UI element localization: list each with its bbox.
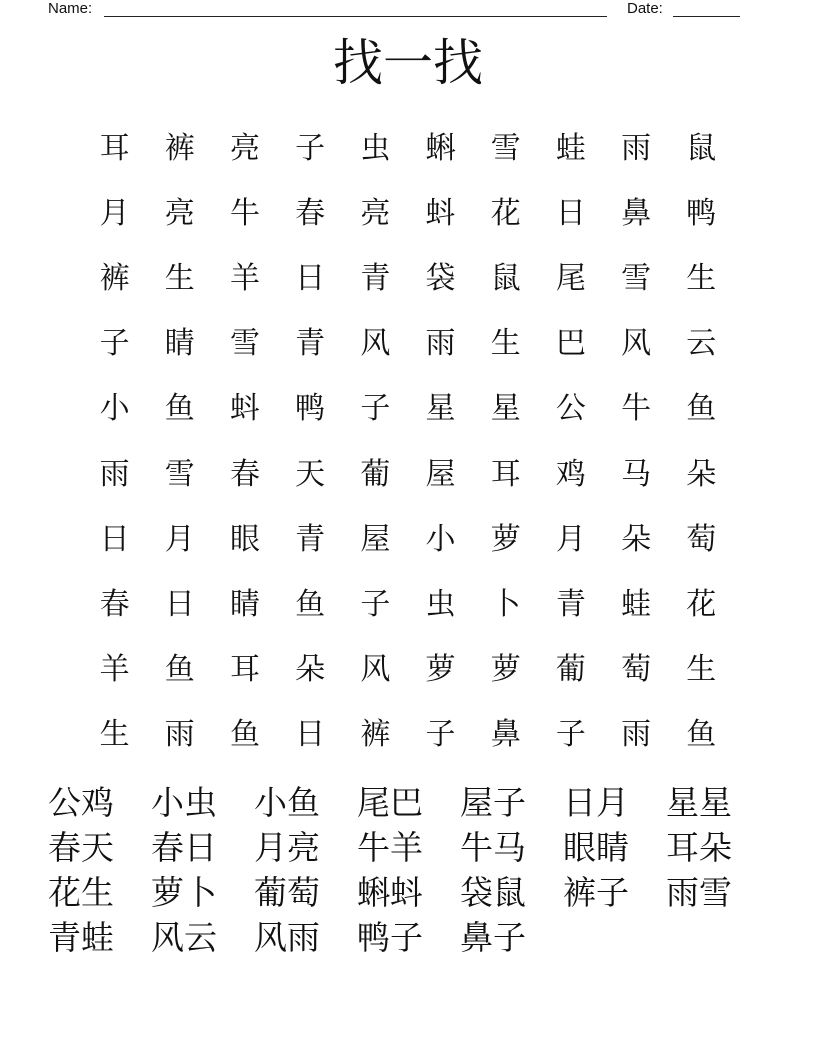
grid-cell[interactable]: 羊 — [99, 652, 130, 688]
grid-cell[interactable]: 朵 — [686, 456, 717, 492]
word-bank-item: 屋子 — [460, 783, 526, 822]
grid-cell[interactable]: 鼠 — [686, 130, 717, 166]
grid-cell[interactable]: 风 — [360, 326, 391, 362]
grid-cell[interactable]: 萄 — [621, 652, 652, 688]
word-bank-item: 小鱼 — [254, 783, 320, 822]
grid-cell[interactable]: 卜 — [490, 586, 521, 622]
word-bank-item: 鸭子 — [357, 918, 423, 957]
grid-cell[interactable]: 鱼 — [295, 586, 326, 622]
grid-cell[interactable]: 羊 — [229, 260, 260, 296]
grid-cell[interactable]: 生 — [686, 260, 717, 296]
grid-cell[interactable]: 雨 — [621, 717, 652, 753]
word-bank-item: 月亮 — [254, 828, 320, 867]
word-bank-item: 萝卜 — [151, 873, 217, 912]
grid-cell[interactable]: 鱼 — [686, 391, 717, 427]
date-field-line[interactable] — [673, 16, 740, 17]
grid-cell[interactable]: 雨 — [621, 130, 652, 166]
word-bank-item: 葡萄 — [254, 873, 320, 912]
grid-cell[interactable]: 鱼 — [229, 717, 260, 753]
grid-cell[interactable]: 月 — [164, 521, 195, 557]
grid-cell[interactable]: 蚪 — [229, 391, 260, 427]
word-bank-item: 裤子 — [563, 873, 629, 912]
grid-cell[interactable]: 鱼 — [164, 391, 195, 427]
grid-cell[interactable]: 青 — [555, 586, 586, 622]
grid-cell[interactable]: 雪 — [229, 326, 260, 362]
grid-cell[interactable]: 子 — [360, 586, 391, 622]
word-bank-item: 小虫 — [151, 783, 217, 822]
grid-cell[interactable]: 花 — [686, 586, 717, 622]
grid-cell[interactable]: 蚪 — [425, 195, 456, 231]
grid-cell[interactable]: 耳 — [490, 456, 521, 492]
grid-cell[interactable]: 日 — [555, 195, 586, 231]
grid-cell[interactable]: 朵 — [295, 652, 326, 688]
grid-cell[interactable]: 牛 — [229, 195, 260, 231]
grid-cell[interactable]: 雨 — [164, 717, 195, 753]
grid-cell[interactable]: 睛 — [229, 586, 260, 622]
word-bank-item: 蝌蚪 — [357, 873, 423, 912]
grid-cell[interactable]: 尾 — [555, 260, 586, 296]
grid-cell[interactable]: 萄 — [686, 521, 717, 557]
grid-cell[interactable]: 春 — [99, 586, 130, 622]
grid-cell[interactable]: 子 — [425, 717, 456, 753]
grid-cell[interactable]: 春 — [295, 195, 326, 231]
grid-cell[interactable]: 星 — [490, 391, 521, 427]
grid-cell[interactable]: 蛙 — [555, 130, 586, 166]
word-bank-item: 眼睛 — [563, 828, 629, 867]
grid-cell[interactable]: 月 — [555, 521, 586, 557]
word-bank-item: 鼻子 — [460, 918, 526, 957]
grid-cell[interactable]: 子 — [555, 717, 586, 753]
word-bank — [48, 780, 769, 960]
name-label: Name: — [48, 0, 93, 17]
grid-cell[interactable]: 生 — [164, 260, 195, 296]
grid-cell[interactable]: 袋 — [425, 260, 456, 296]
grid-cell[interactable]: 鼻 — [490, 717, 521, 753]
grid-cell[interactable]: 雪 — [490, 130, 521, 166]
word-bank-item: 青蛙 — [48, 918, 114, 957]
grid-cell[interactable]: 萝 — [490, 521, 521, 557]
grid-cell[interactable]: 亮 — [360, 195, 391, 231]
grid-cell[interactable]: 天 — [295, 456, 326, 492]
grid-cell[interactable]: 鱼 — [164, 652, 195, 688]
grid-cell[interactable]: 青 — [295, 326, 326, 362]
name-field-line[interactable] — [104, 16, 607, 17]
grid-cell[interactable]: 牛 — [621, 391, 652, 427]
grid-cell[interactable]: 雪 — [621, 260, 652, 296]
grid-cell[interactable]: 子 — [360, 391, 391, 427]
grid-cell[interactable]: 日 — [164, 586, 195, 622]
grid-cell[interactable]: 公 — [555, 391, 586, 427]
word-bank-item: 牛羊 — [357, 828, 423, 867]
grid-cell[interactable]: 鼻 — [621, 195, 652, 231]
grid-cell[interactable]: 春 — [229, 456, 260, 492]
word-bank-item: 花生 — [48, 873, 114, 912]
grid-cell[interactable]: 日 — [295, 717, 326, 753]
word-bank-item: 风雨 — [254, 918, 320, 957]
grid-cell[interactable]: 虫 — [360, 130, 391, 166]
word-bank-item: 春日 — [151, 828, 217, 867]
grid-cell[interactable]: 小 — [425, 521, 456, 557]
worksheet-header — [48, 0, 748, 22]
grid-cell[interactable]: 青 — [295, 521, 326, 557]
grid-cell[interactable]: 生 — [686, 652, 717, 688]
grid-cell[interactable]: 星 — [425, 391, 456, 427]
grid-cell[interactable]: 鱼 — [686, 717, 717, 753]
grid-cell[interactable]: 耳 — [99, 130, 130, 166]
word-bank-item: 牛马 — [460, 828, 526, 867]
grid-cell[interactable]: 花 — [490, 195, 521, 231]
grid-cell[interactable]: 耳 — [229, 652, 260, 688]
grid-cell[interactable]: 葡 — [555, 652, 586, 688]
grid-cell[interactable]: 月 — [99, 195, 130, 231]
grid-cell[interactable]: 屋 — [425, 456, 456, 492]
word-bank-item: 日月 — [563, 783, 629, 822]
grid-cell[interactable]: 蛙 — [621, 586, 652, 622]
grid-cell[interactable]: 裤 — [164, 130, 195, 166]
grid-cell[interactable]: 亮 — [229, 130, 260, 166]
word-bank-item: 耳朵 — [666, 828, 732, 867]
word-bank-item: 风云 — [151, 918, 217, 957]
grid-cell[interactable]: 子 — [99, 326, 130, 362]
word-bank-item: 春天 — [48, 828, 114, 867]
word-bank-item: 雨雪 — [666, 873, 732, 912]
page-title: 找一找 — [333, 34, 483, 92]
grid-cell[interactable]: 鸭 — [686, 195, 717, 231]
word-bank-item: 公鸡 — [48, 783, 114, 822]
grid-cell[interactable]: 睛 — [164, 326, 195, 362]
grid-cell[interactable]: 虫 — [425, 586, 456, 622]
grid-cell[interactable]: 生 — [99, 717, 130, 753]
grid-cell[interactable]: 小 — [99, 391, 130, 427]
grid-cell[interactable]: 雪 — [164, 456, 195, 492]
grid-cell[interactable]: 巴 — [555, 326, 586, 362]
grid-cell[interactable]: 生 — [490, 326, 521, 362]
grid-cell[interactable]: 屋 — [360, 521, 391, 557]
grid-cell[interactable]: 风 — [360, 652, 391, 688]
grid-cell[interactable]: 雨 — [425, 326, 456, 362]
grid-cell[interactable]: 子 — [295, 130, 326, 166]
grid-cell[interactable]: 青 — [360, 260, 391, 296]
grid-cell[interactable]: 裤 — [360, 717, 391, 753]
grid-cell[interactable]: 日 — [99, 521, 130, 557]
grid-cell[interactable]: 朵 — [621, 521, 652, 557]
grid-cell[interactable]: 鼠 — [490, 260, 521, 296]
grid-cell[interactable]: 云 — [686, 326, 717, 362]
grid-cell[interactable]: 鸡 — [555, 456, 586, 492]
grid-cell[interactable]: 日 — [295, 260, 326, 296]
character-grid — [82, 112, 734, 764]
date-label: Date: — [627, 0, 663, 17]
grid-cell[interactable]: 蝌 — [425, 130, 456, 166]
grid-cell[interactable]: 马 — [621, 456, 652, 492]
grid-cell[interactable]: 葡 — [360, 456, 391, 492]
grid-cell[interactable]: 眼 — [229, 521, 260, 557]
grid-cell[interactable]: 裤 — [99, 260, 130, 296]
grid-cell[interactable]: 雨 — [99, 456, 130, 492]
grid-cell[interactable]: 风 — [621, 326, 652, 362]
grid-cell[interactable]: 萝 — [425, 652, 456, 688]
word-bank-item: 星星 — [666, 783, 732, 822]
word-bank-item: 尾巴 — [357, 783, 423, 822]
grid-cell[interactable]: 萝 — [490, 652, 521, 688]
grid-cell[interactable]: 亮 — [164, 195, 195, 231]
grid-cell[interactable]: 鸭 — [295, 391, 326, 427]
word-bank-item: 袋鼠 — [460, 873, 526, 912]
